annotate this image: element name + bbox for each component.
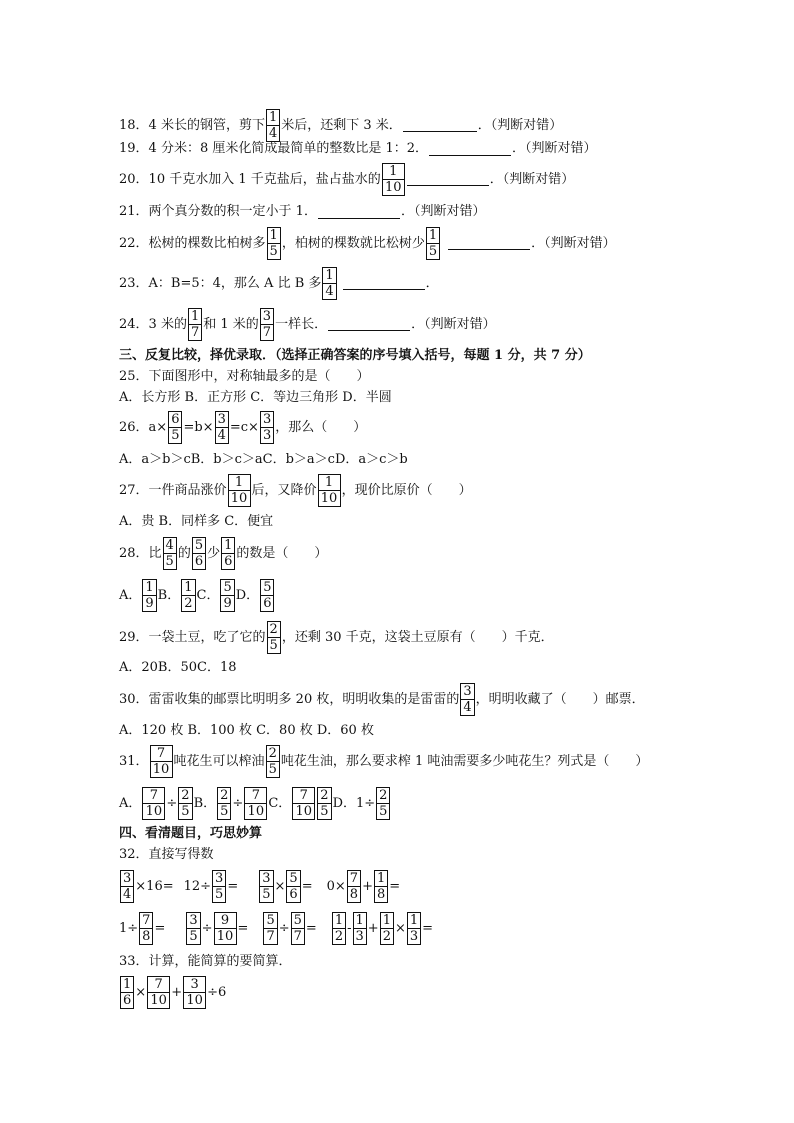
q23-text: 23．A：B=5：4，那么 A 比 B 多 bbox=[119, 275, 322, 291]
fraction: $\frac{1}{2}$ bbox=[380, 912, 394, 945]
fraction: 7 10 bbox=[150, 745, 173, 778]
plus-sign: + bbox=[171, 984, 183, 1000]
option-d: D． bbox=[235, 587, 260, 603]
fraction: 5 9 bbox=[220, 579, 234, 612]
q22-judge: ．（判断对错） bbox=[531, 235, 616, 251]
fraction: $\frac{1}{6}$ bbox=[120, 976, 134, 1009]
fraction: $\frac{2}{5}$ bbox=[376, 787, 390, 820]
q30-text-b: ，明明收藏了（ ）邮票． bbox=[475, 691, 645, 707]
q19-judge: ．（判断对错） bbox=[512, 141, 597, 156]
question-28 bbox=[119, 537, 327, 570]
times-sign: × bbox=[135, 984, 147, 1000]
question-29 bbox=[119, 621, 554, 654]
fraction: 1 6 bbox=[221, 537, 235, 570]
q27-text-c: ，现价比原价（ ） bbox=[341, 482, 472, 498]
option-c: C． bbox=[196, 587, 220, 603]
q31-text-b: 吨花生可以榨油 bbox=[173, 753, 265, 769]
option-a: A． bbox=[119, 587, 142, 603]
q26-text-c: =c× bbox=[229, 419, 259, 435]
option-b: B． bbox=[193, 795, 217, 811]
question-21 bbox=[119, 204, 485, 220]
equals: = bbox=[389, 878, 401, 894]
q24-judge: ．（判断对错） bbox=[411, 316, 496, 332]
fraction: $\frac{5}{6}$ bbox=[286, 870, 300, 903]
q29-options: A．20B．50C．18 bbox=[119, 660, 237, 675]
q29-text-a: 29．一袋土豆，吃了它的 bbox=[119, 629, 266, 645]
equals: = bbox=[154, 920, 166, 936]
q23-end: ． bbox=[425, 275, 439, 291]
fraction: 1 10 bbox=[228, 474, 251, 507]
q27-options: A．贵 B．同样多 C．便宜 bbox=[119, 514, 274, 529]
q28-text-a: 28．比 bbox=[119, 545, 162, 561]
section-3-heading: 三、反复比较，择优录取．（选择正确答案的序号填入括号，每题 1 分，共 7 分） bbox=[119, 348, 591, 363]
divide-six: ÷6 bbox=[207, 984, 227, 1000]
plus-sign: + bbox=[362, 878, 373, 894]
fraction: 1 2 bbox=[181, 579, 195, 612]
fraction: 1 9 bbox=[142, 579, 156, 612]
q30-text-a: 30．雷雷收集的邮票比明明多 20 枚，明明收集的是雷雷的 bbox=[119, 691, 460, 707]
q21-judge: ．（判断对错） bbox=[400, 204, 486, 219]
times-sign: × bbox=[394, 920, 406, 936]
fraction: $\frac{1}{8}$ bbox=[374, 870, 388, 903]
q31-text-a: 31． bbox=[119, 753, 149, 769]
fraction: $\frac{3}{5}$ bbox=[186, 912, 200, 945]
q29-text-b: ，还剩 30 千克，这袋土豆原有（ ）千克． bbox=[281, 629, 554, 645]
q20-judge: ．（判断对错） bbox=[489, 171, 575, 187]
expr-5: 1÷ bbox=[119, 920, 139, 936]
fraction: $\frac{5}{7}$ bbox=[291, 912, 305, 945]
fraction: $\frac{3}{5}$ bbox=[259, 870, 273, 903]
question-23 bbox=[119, 267, 439, 300]
fraction: 1 4 bbox=[322, 267, 336, 300]
q25-options: A．长方形 B．正方形 C．等边三角形 D．半圆 bbox=[119, 390, 392, 405]
q31-options bbox=[119, 787, 391, 820]
fraction: $\frac{3}{5}$ bbox=[212, 870, 226, 903]
answer-blank[interactable] bbox=[328, 318, 410, 331]
q32-row-2 bbox=[119, 912, 433, 945]
expr-2: 12÷ bbox=[183, 878, 212, 894]
question-18 bbox=[119, 109, 562, 142]
q33-expression bbox=[119, 976, 226, 1009]
fraction: 3 4 bbox=[460, 683, 474, 716]
q18-text-a: 18．4 米长的钢管，剪下 bbox=[119, 117, 265, 133]
minus-sign: - bbox=[347, 920, 352, 936]
section-4-heading: 四、看清题目，巧思妙算 bbox=[119, 826, 263, 841]
option-c: C． bbox=[268, 795, 292, 811]
expr-4: 0× bbox=[326, 878, 346, 894]
divide-sign: ÷ bbox=[232, 795, 244, 811]
question-30 bbox=[119, 683, 645, 716]
q24-text-a: 24．3 米的 bbox=[119, 316, 187, 332]
fraction: $\frac{7}{8}$ bbox=[347, 870, 361, 903]
answer-blank[interactable] bbox=[403, 119, 477, 132]
q18-judge: ．（判断对错） bbox=[477, 117, 563, 133]
fraction: 2 5 bbox=[317, 787, 331, 820]
fraction: $\frac{7}{8}$ bbox=[139, 912, 153, 945]
equals: = bbox=[422, 920, 434, 936]
answer-blank[interactable] bbox=[343, 277, 425, 290]
q28-text-b: 的 bbox=[177, 545, 191, 561]
equals: = bbox=[237, 920, 249, 936]
divide-sign: ÷ bbox=[166, 795, 178, 811]
fraction: $\frac{2}{5}$ bbox=[178, 787, 192, 820]
fraction: $\frac{5}{7}$ bbox=[263, 912, 277, 945]
q21-text: 21．两个真分数的积一定小于 1． bbox=[119, 204, 317, 219]
q31-text-c: 吨花生油，那么要求榨 1 吨油需要多少吨花生？列式是（ ） bbox=[280, 753, 649, 769]
q28-text-d: 的数是（ ） bbox=[236, 545, 328, 561]
q27-text-b: 后，又降价 bbox=[251, 482, 317, 498]
question-31 bbox=[119, 745, 648, 778]
fraction: $\frac{7}{10}$ bbox=[244, 787, 267, 820]
fraction: 1 4 bbox=[266, 109, 280, 142]
option-d: D．1÷ bbox=[332, 795, 376, 811]
fraction: 1 10 bbox=[318, 474, 341, 507]
q24-text-c: 一样长． bbox=[275, 316, 328, 332]
question-25: 25．下面图形中，对称轴最多的是（ ） bbox=[119, 369, 370, 384]
question-24 bbox=[119, 308, 496, 341]
times-sign: × bbox=[274, 878, 286, 894]
question-20 bbox=[119, 163, 574, 196]
q22-text-a: 22．松树的棵数比柏树多 bbox=[119, 235, 266, 251]
q24-text-b: 和 1 米的 bbox=[203, 316, 259, 332]
fraction: $\frac{3}{4}$ bbox=[215, 411, 229, 444]
q18-text-b: 米后，还剩下 3 米． bbox=[281, 117, 402, 133]
fraction: 1 5 bbox=[426, 227, 440, 260]
q26-options: A．a＞b＞cB．b＞c＞aC．b＞a＞cD．a＞c＞b bbox=[119, 452, 408, 467]
answer-blank[interactable] bbox=[448, 237, 530, 250]
question-27 bbox=[119, 474, 472, 507]
fraction: $\frac{9}{10}$ bbox=[214, 912, 237, 945]
q26-text-b: =b× bbox=[183, 419, 214, 435]
q20-text: 20．10 千克水加入 1 千克盐后，盐占盐水的 bbox=[119, 171, 381, 187]
fraction: 1 3 bbox=[353, 912, 367, 945]
expr-1: ×16= bbox=[135, 878, 174, 894]
fraction: 1 5 bbox=[267, 227, 281, 260]
q28-options bbox=[119, 579, 275, 612]
fraction: 1 2 bbox=[332, 912, 346, 945]
q26-text-d: ，那么（ ） bbox=[275, 419, 367, 435]
fraction: $\frac{2}{5}$ bbox=[217, 787, 231, 820]
q28-text-c: 少 bbox=[207, 545, 221, 561]
question-32-title: 32．直接写得数 bbox=[119, 847, 214, 862]
fraction: $\frac{7}{10}$ bbox=[142, 787, 165, 820]
option-b: B． bbox=[157, 587, 181, 603]
fraction: $\frac{7}{10}$ bbox=[147, 976, 170, 1009]
plus-sign: + bbox=[367, 920, 379, 936]
fraction: 2 5 bbox=[266, 745, 280, 778]
fraction: $\frac{3}{4}$ bbox=[120, 870, 134, 903]
question-19 bbox=[119, 141, 597, 157]
fraction: $\frac{3}{3}$ bbox=[260, 411, 274, 444]
fraction: $\frac{6}{5}$ bbox=[168, 411, 182, 444]
equals: = bbox=[305, 920, 317, 936]
q26-text-a: 26．a× bbox=[119, 419, 168, 435]
fraction: 3 7 bbox=[260, 308, 274, 341]
divide-sign: ÷ bbox=[278, 920, 290, 936]
answer-blank[interactable] bbox=[429, 143, 511, 156]
answer-blank[interactable] bbox=[407, 173, 489, 186]
fraction: 1 7 bbox=[188, 308, 202, 341]
q27-text-a: 27．一件商品涨价 bbox=[119, 482, 227, 498]
answer-blank[interactable] bbox=[318, 206, 400, 219]
fraction: 4 5 bbox=[163, 537, 177, 570]
question-26 bbox=[119, 411, 366, 444]
divide-sign: ÷ bbox=[201, 920, 213, 936]
fraction: 5 6 bbox=[192, 537, 206, 570]
q22-text-b: ，柏树的棵数就比松树少 bbox=[281, 235, 425, 251]
fraction: 1 10 bbox=[382, 163, 405, 196]
fraction: $\frac{1}{3}$ bbox=[407, 912, 421, 945]
fraction: 2 5 bbox=[267, 621, 281, 654]
q30-options: A．120 枚 B．100 枚 C．80 枚 D．60 枚 bbox=[119, 723, 374, 738]
fraction: 7 10 bbox=[292, 787, 315, 820]
fraction: $\frac{3}{10}$ bbox=[183, 976, 206, 1009]
question-22 bbox=[119, 227, 616, 260]
fraction: 5 6 bbox=[260, 579, 274, 612]
equals: = bbox=[301, 878, 313, 894]
q19-text: 19．4 分米：8 厘米化简成最简单的整数比是 1：2． bbox=[119, 141, 429, 156]
q32-row-1 bbox=[119, 870, 400, 903]
equals: = bbox=[227, 878, 239, 894]
option-a: A． bbox=[119, 795, 142, 811]
question-33-title: 33．计算，能简算的要简算． bbox=[119, 954, 292, 969]
